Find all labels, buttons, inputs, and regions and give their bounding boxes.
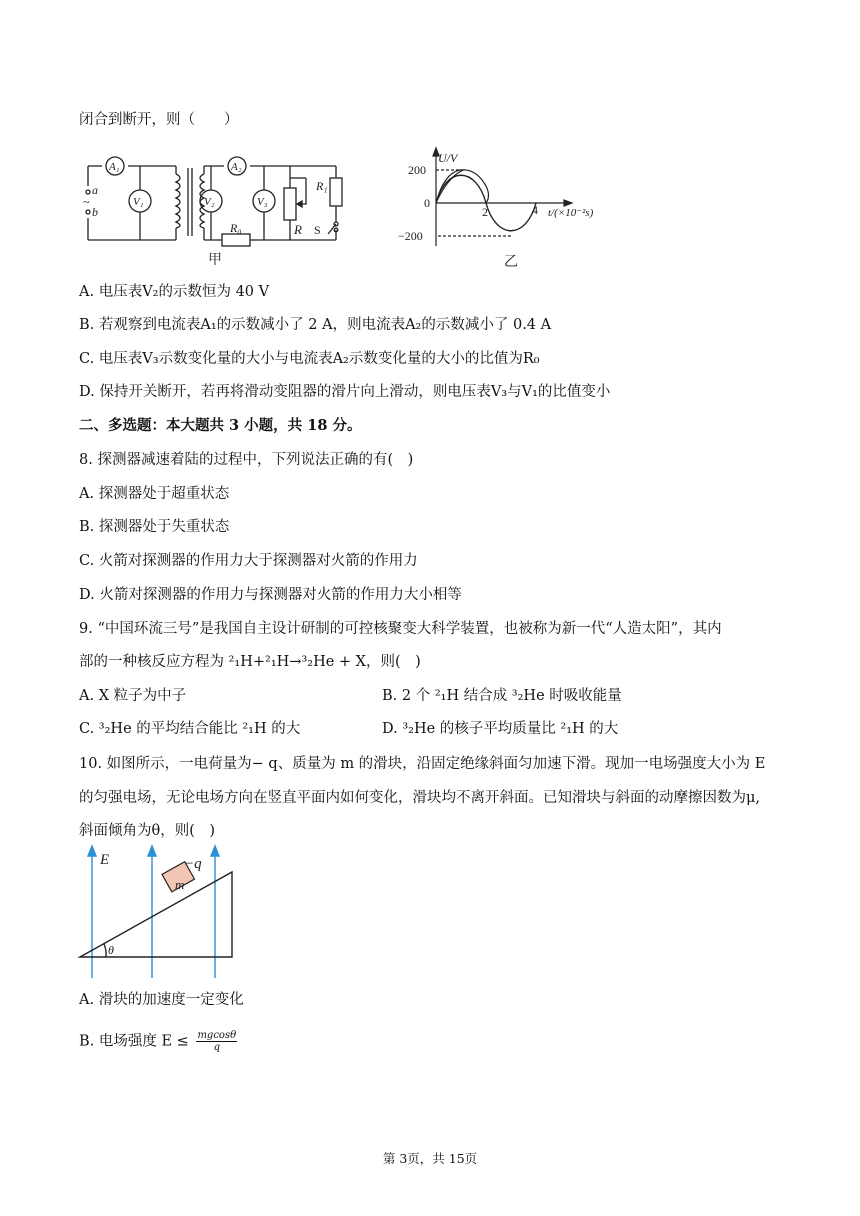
graph-y-max-label: 200	[408, 163, 426, 177]
section-heading: 二、多选题：本大题共 3 小题，共 18 分。	[79, 417, 362, 434]
graph-x4-label: 4	[532, 203, 538, 217]
q7-option-d: D. 保持开关断开，若再将滑动变阻器的滑片向上滑动，则电压表V₃与V₁的比值变小	[79, 384, 611, 400]
q10-option-b	[79, 1030, 237, 1053]
ammeter-a2-label: A₂	[231, 161, 242, 173]
graph-y-zero-label: 0	[424, 196, 430, 210]
q7-option-b: B. 若观察到电流表A₁的示数减小了 2 A，则电流表A₂的示数减小了 0.4 A	[79, 317, 552, 333]
voltmeter-v1-label: V₁	[133, 196, 144, 208]
q9-stem-line1: 9. “中国环流三号”是我国自主设计研制的可控核聚变大科学装置，也被称为新一代“人造太阳”，其内	[79, 621, 722, 637]
switch-s-label: S	[314, 223, 321, 237]
voltmeter-v3-label: V₃	[257, 196, 268, 208]
q8-stem: 8. 探测器减速着陆的过程中，下列说法正确的有( )	[79, 452, 414, 468]
charge-label: −q	[184, 856, 202, 872]
q7-option-c: C. 电压表V₃示数变化量的大小与电流表A₂示数变化量的大小的比值为R₀	[79, 351, 540, 367]
q10-option-a: A. 滑块的加速度一定变化	[79, 992, 244, 1008]
graph-y-min-label: −200	[398, 229, 423, 243]
q8-option-b: B. 探测器处于失重状态	[79, 519, 230, 535]
q10-option-b-prefix: B. 电场强度 E ≤	[79, 1033, 189, 1050]
graph-y-axis-label: U/V	[438, 151, 458, 165]
q10-stem-line1: 10. 如图所示，一电荷量为− q、质量为 m 的滑块，沿固定绝缘斜面匀加速下滑。现加一电场强度大小为 E	[79, 756, 766, 772]
field-e-label: E	[100, 852, 110, 868]
terminal-b-label: b	[92, 205, 98, 219]
q9-stem-line2: 部的一种核反应方程为 ²₁H+²₁H→³₂He + X，则( )	[79, 654, 421, 670]
q10-stem-line3: 斜面倾角为θ，则( )	[79, 823, 216, 839]
rheostat-r-label: R	[294, 222, 302, 237]
fraction-numerator: mgcosθ	[197, 1030, 237, 1041]
q8-option-a: A. 探测器处于超重状态	[79, 486, 230, 502]
incline-field-diagram	[76, 842, 246, 982]
page-footer: 第 3页，共 15页	[382, 1151, 478, 1166]
q8-option-c: C. 火箭对探测器的作用力大于探测器对火箭的作用力	[79, 553, 418, 569]
q7-intro-tail: 闭合到断开，则（ ）	[79, 112, 239, 128]
voltage-time-graph-yi	[396, 146, 632, 272]
angle-theta-label: θ	[108, 943, 114, 957]
ac-source-tilde: ~	[83, 195, 90, 209]
circuit-diagram-jia	[80, 148, 380, 270]
graph-x2-label: 2	[482, 205, 488, 219]
fig-jia-caption: 甲	[208, 253, 222, 268]
graph-x-axis-label: t/(×10⁻²s)	[548, 207, 594, 219]
q7-option-a: A. 电压表V₂的示数恒为 40 V	[79, 284, 270, 300]
q9-option-b: B. 2 个 ²₁H 结合成 ³₂He 时吸收能量	[382, 688, 622, 704]
mass-label: m	[175, 877, 185, 892]
resistor-r0-label: R₀	[230, 221, 242, 235]
voltmeter-v2-label: V₂	[204, 196, 215, 208]
q10-stem-line2: 的匀强电场，无论电场方向在竖直平面内如何变化，滑块均不离开斜面。已知滑块与斜面的动摩擦因数为μ,	[79, 790, 761, 806]
fig-yi-caption: 乙	[504, 255, 518, 270]
resistor-r1-label: R₁	[316, 179, 328, 193]
q9-option-d: D. ³₂He 的核子平均质量比 ²₁H 的大	[382, 721, 619, 737]
q9-option-c: C. ³₂He 的平均结合能比 ²₁H 的大	[79, 721, 301, 737]
fraction-denominator: q	[213, 1042, 220, 1053]
q9-option-a: A. X 粒子为中子	[79, 688, 187, 704]
terminal-a-label: a	[92, 183, 98, 197]
q8-option-d: D. 火箭对探测器的作用力与探测器对火箭的作用力大小相等	[79, 587, 462, 603]
fraction	[196, 1030, 237, 1053]
ammeter-a1-label: A₁	[109, 161, 120, 173]
